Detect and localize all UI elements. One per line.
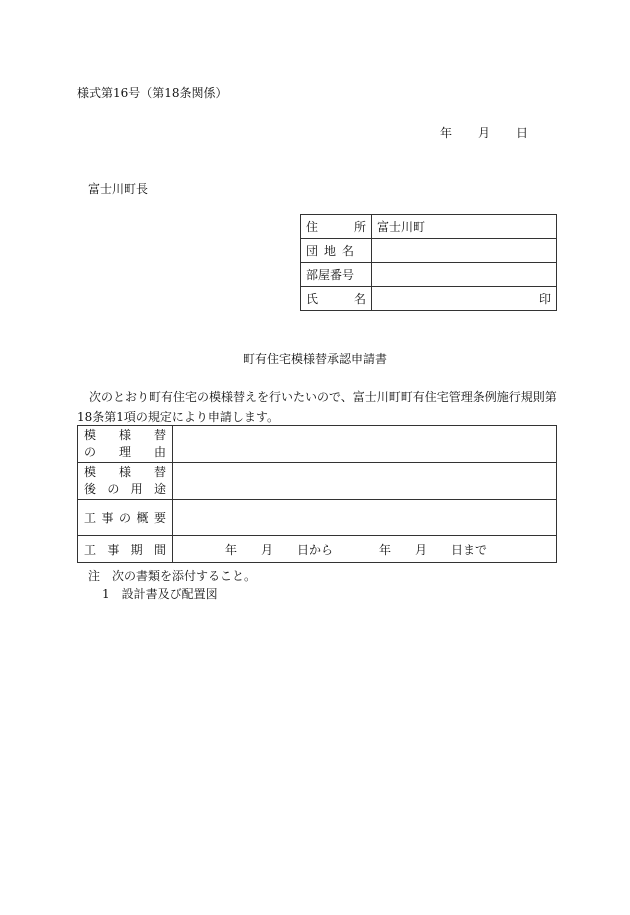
seal-mark: 印 xyxy=(538,292,551,306)
date-day: 日 xyxy=(516,126,529,140)
summary-value[interactable] xyxy=(173,500,557,536)
label-char: 替 xyxy=(153,465,166,479)
date-line xyxy=(440,124,528,141)
label-char: 工 xyxy=(84,542,97,557)
complex-label-char: 地 xyxy=(323,244,336,258)
attachment-item: 1 設計書及び配置図 xyxy=(102,587,218,601)
complex-label-char: 団 xyxy=(306,244,319,258)
detail-table xyxy=(77,425,557,563)
label-char: 理 xyxy=(118,445,131,459)
from-day: 日から xyxy=(297,542,334,557)
address-label-char: 住 xyxy=(306,220,319,234)
period-range xyxy=(173,541,556,558)
summary-label-cell xyxy=(78,500,173,536)
reason-row xyxy=(78,426,557,463)
label-char: 模 xyxy=(84,465,97,479)
label-char: 替 xyxy=(153,428,166,442)
label-char: 要 xyxy=(153,511,166,525)
name-value[interactable] xyxy=(372,287,557,311)
label-char: の xyxy=(107,482,120,496)
label-char: 工 xyxy=(84,511,97,525)
address-label-cell xyxy=(301,215,372,239)
period-row xyxy=(78,536,557,563)
label-char: の xyxy=(118,511,131,525)
complex-label-cell xyxy=(301,239,372,263)
label-char: 期 xyxy=(130,542,143,557)
from-year: 年 xyxy=(225,542,238,557)
date-month: 月 xyxy=(478,126,491,140)
name-row xyxy=(301,287,557,311)
to-month: 月 xyxy=(415,542,428,557)
complex-label-char: 名 xyxy=(341,244,354,258)
label-char: 用 xyxy=(130,482,143,496)
label-char: 後 xyxy=(84,482,97,496)
address-value[interactable]: 富士川町 xyxy=(372,215,557,239)
form-number: 様式第16号（第18条関係） xyxy=(77,86,228,100)
usage-label-cell xyxy=(78,463,173,500)
label-char: 途 xyxy=(153,482,166,496)
period-value[interactable] xyxy=(173,536,557,563)
summary-row xyxy=(78,500,557,536)
label-char: 様 xyxy=(118,428,131,442)
label-char: の xyxy=(84,445,97,459)
label-char: 様 xyxy=(118,465,131,479)
label-char: 事 xyxy=(107,542,120,557)
usage-row xyxy=(78,463,557,500)
address-row xyxy=(301,215,557,239)
to-day: 日まで xyxy=(451,542,488,557)
name-label-char: 名 xyxy=(353,292,366,306)
label-char: 由 xyxy=(153,445,166,459)
date-year: 年 xyxy=(440,126,453,140)
label-char: 事 xyxy=(101,511,114,525)
usage-value[interactable] xyxy=(173,463,557,500)
body-text: 次のとおり町有住宅の模様替えを行いたいので、富士川町町有住宅管理条例施行規則第18条第1項の規定により申請します。 xyxy=(77,390,557,424)
addressee: 富士川町長 xyxy=(88,182,149,196)
room-value[interactable] xyxy=(372,263,557,287)
room-row xyxy=(301,263,557,287)
reason-value[interactable] xyxy=(173,426,557,463)
from-month: 月 xyxy=(261,542,274,557)
label-char: 概 xyxy=(136,511,149,525)
name-label-cell xyxy=(301,287,372,311)
document-title: 町有住宅模様替承認申請書 xyxy=(242,352,387,366)
label-char: 間 xyxy=(153,542,166,557)
label-char: 模 xyxy=(84,428,97,442)
to-year: 年 xyxy=(379,542,392,557)
applicant-table xyxy=(300,214,557,311)
period-label-cell xyxy=(78,536,173,563)
complex-row xyxy=(301,239,557,263)
reason-label-cell xyxy=(78,426,173,463)
attachment-note: 注 次の書類を添付すること。 xyxy=(88,569,257,583)
address-label-char: 所 xyxy=(353,220,366,234)
name-label-char: 氏 xyxy=(306,292,319,306)
complex-value[interactable] xyxy=(372,239,557,263)
room-label: 部屋番号 xyxy=(301,263,372,287)
